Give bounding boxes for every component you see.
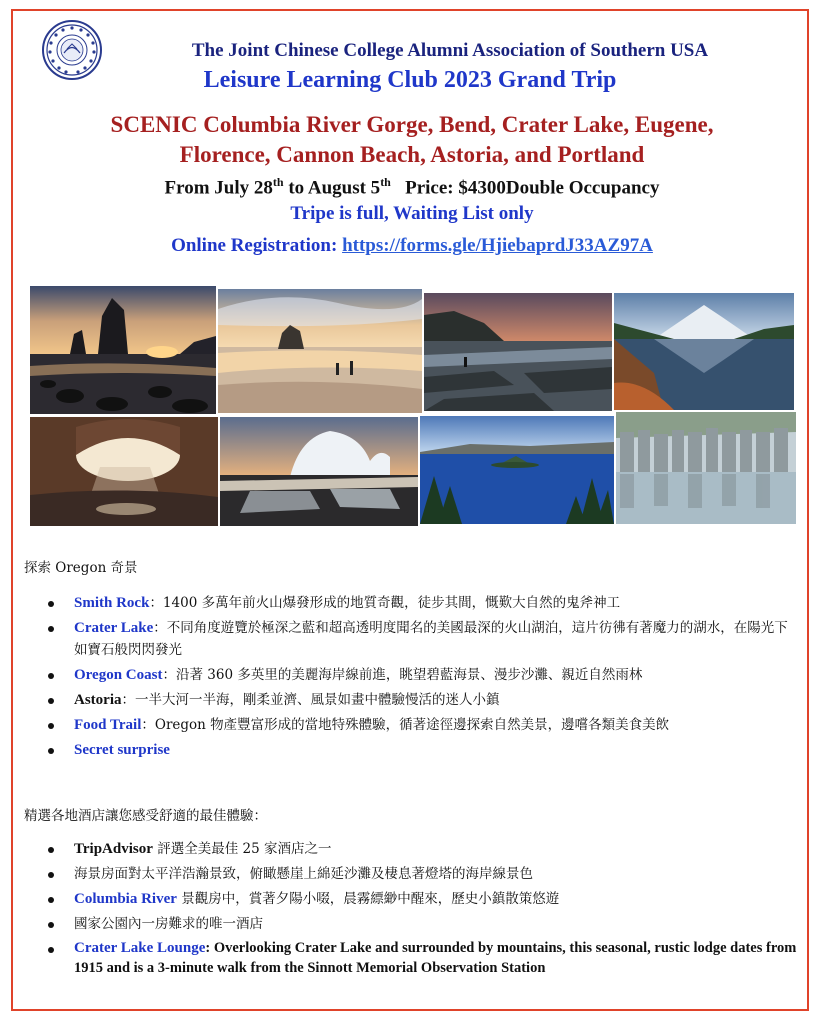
explore-key-4: Food Trail	[74, 717, 142, 733]
registration-line	[40, 235, 784, 257]
hotel-text-0: 評選全美最佳 25 家酒店之一	[152, 841, 332, 857]
route-title	[40, 110, 784, 170]
hotels-list	[30, 838, 800, 981]
list-item	[30, 664, 800, 686]
hotel-key-0: TripAdvisor	[74, 841, 153, 857]
list-item	[30, 863, 800, 885]
explore-key-3: Astoria	[74, 692, 122, 708]
hotel-text-1: 海景房面對太平洋浩瀚景致，俯瞰懸崖上綿延沙灘及棲息著燈塔的海岸線景色	[74, 866, 533, 882]
route-line-1: SCENIC Columbia River Gorge, Bend, Crater Lake, Eugene,	[110, 112, 714, 137]
explore-key-0: Smith Rock	[74, 595, 150, 611]
list-item	[30, 913, 800, 935]
explore-text-4: ：Oregon 物產豐富形成的當地特殊體驗，循著途徑邊探索自然美景，邊嚐各類美食美飲	[141, 717, 670, 733]
explore-key-1: Crater Lake	[74, 620, 154, 636]
photo-sea-cave-sunlight	[30, 417, 218, 526]
list-item	[30, 838, 800, 860]
photo-tidepool-rocky-shore	[424, 293, 612, 411]
photo-mount-hood-lake-reflection	[614, 293, 794, 410]
hotel-key-4: Crater Lake Lounge	[74, 940, 206, 956]
hotel-key-2: Columbia River	[74, 891, 177, 907]
photo-columnar-basalt-lakeshore	[616, 412, 796, 524]
photo-beach-haystack-rock-walkers	[218, 289, 422, 413]
list-item	[30, 938, 800, 978]
photo-crashing-wave-cook-chasm	[220, 417, 418, 526]
org-title: The Joint Chinese College Alumni Association of Southern USA	[191, 40, 709, 61]
dates-sup-2: th	[380, 175, 391, 189]
explore-heading: 探索 Oregon 奇景	[24, 560, 138, 576]
dates-sup-1: th	[272, 175, 284, 189]
list-item	[30, 592, 800, 614]
list-item	[30, 689, 800, 711]
photo-coast-sea-stack-sunset	[30, 286, 216, 414]
list-item	[30, 888, 800, 910]
hotel-text-4: : Overlooking Crater Lake and surrounded by mountains, this seasonal, rustic lodge dates from 1915 and is a 3-minute walk from the Sinnott Memorial Observation Station	[74, 940, 797, 976]
photo-crater-lake-wizard-island	[420, 416, 614, 524]
trip-status: Tripe is full, Waiting List only	[290, 203, 534, 224]
explore-text-1: ：不同角度遊覽於極深之藍和超高透明度聞名的美國最深的火山湖泊，這片彷彿有著魔力的湖水，在陽光下如寶石般閃閃發光	[74, 620, 788, 658]
explore-list	[30, 592, 800, 764]
price: Price: $4300Double Occupancy	[405, 177, 660, 199]
list-item	[30, 714, 800, 736]
list-item	[30, 739, 800, 761]
route-line-2: Florence, Cannon Beach, Astoria, and Portland	[179, 142, 645, 167]
explore-key-5: Secret surprise	[74, 742, 170, 758]
registration-label: Online Registration:	[171, 235, 343, 256]
explore-key-2: Oregon Coast	[74, 667, 163, 683]
dates-price-line	[40, 175, 784, 199]
club-title: Leisure Learning Club 2023 Grand Trip	[203, 67, 617, 93]
list-item	[30, 617, 800, 661]
hotel-text-2: 景觀房中，賞著夕陽小啜，晨霧縹緲中醒來，歷史小鎮散策悠遊	[176, 891, 560, 907]
registration-link[interactable]: https://forms.gle/HjiebaprdJ33AZ97A	[342, 235, 653, 256]
dates-prefix: From July 28	[164, 177, 273, 199]
hotels-heading: 精選各地酒店讓您感受舒適的最佳體驗：	[24, 808, 267, 824]
explore-text-2: ：沿著 360 多英里的美麗海岸線前進，眺望碧藍海景、漫步沙灘、親近自然雨林	[162, 667, 643, 683]
dates-mid: to August 5	[283, 177, 381, 199]
explore-text-3: ：一半大河一半海，剛柔並濟、風景如畫中體驗慢活的迷人小鎮	[121, 692, 500, 708]
association-seal-logo	[42, 20, 102, 80]
hotel-text-3: 國家公園內一房難求的唯一酒店	[74, 916, 263, 932]
explore-text-0: ：1400 多萬年前火山爆發形成的地質奇觀，徒步其間，慨歎大自然的鬼斧神工	[149, 595, 621, 611]
